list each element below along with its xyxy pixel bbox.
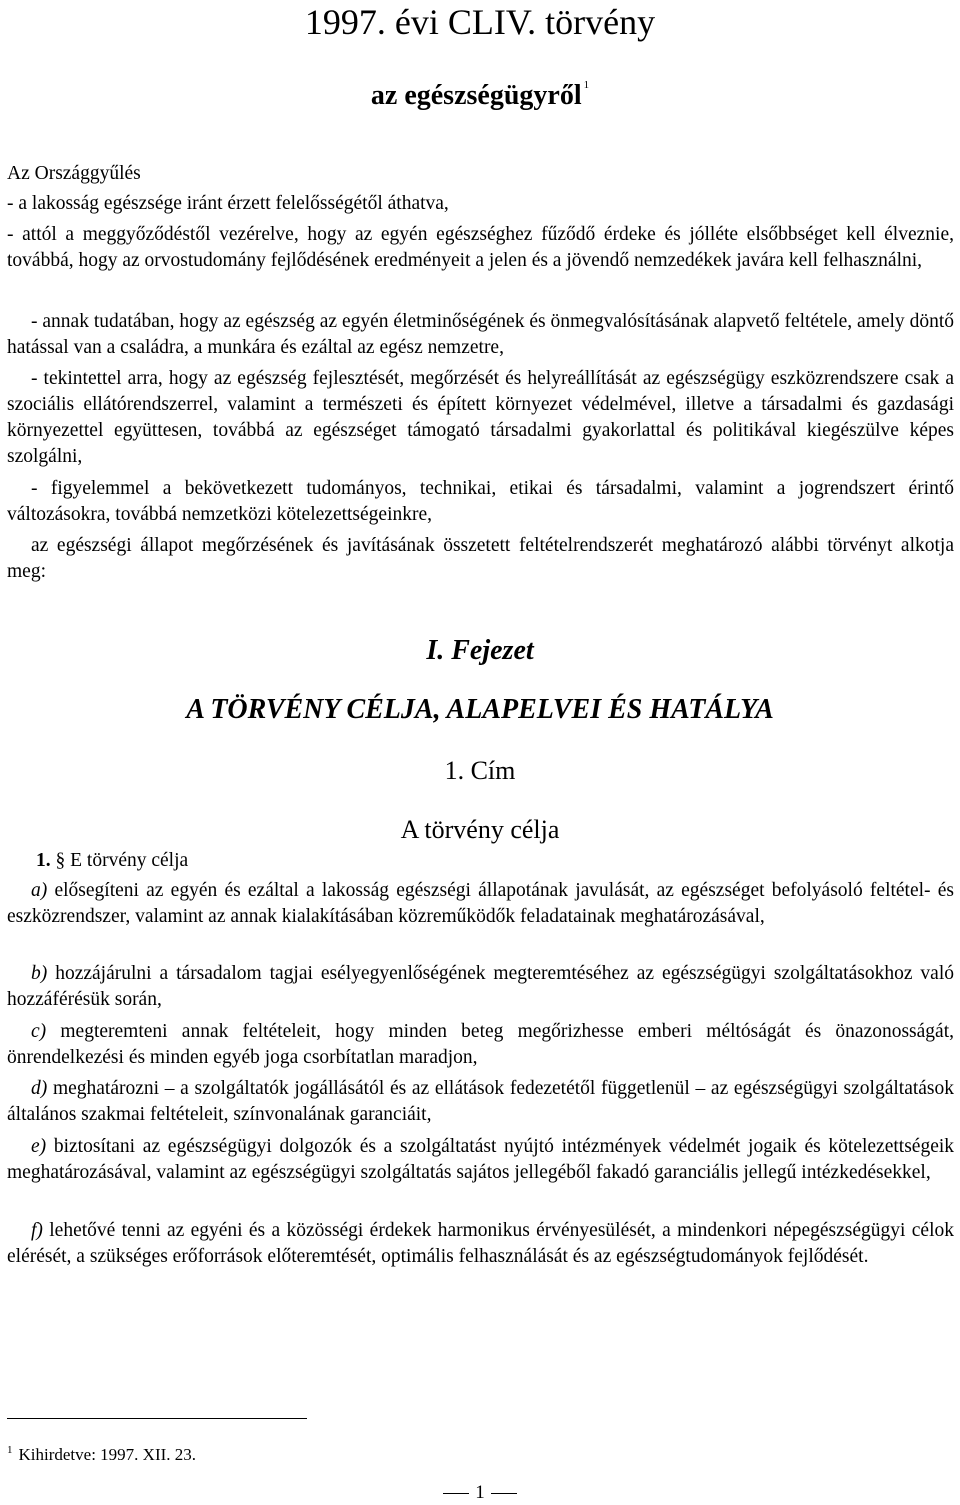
section-item-a	[7, 878, 954, 930]
item-text: meghatározni – a szolgáltatók jogállásától és az ellátások fedezetétől függetlenül – az egészségügyi szolgáltatások általános szakmai feltételeit, színvonalának garanciáit,	[7, 1078, 955, 1125]
section-heading	[36, 848, 188, 874]
item-text: elősegíteni az egyén és ezáltal a lakosság egészségi állapotának javulását, az egészséget befolyásoló feltétel- és eszközrendszer, valamint az annak kialakításában közreműködők feladatainak meghatározásával,	[7, 880, 954, 927]
chapter-number	[0, 634, 960, 668]
preamble-line-4	[7, 366, 954, 470]
preamble-enacting-clause	[7, 533, 954, 585]
preamble-line-3	[7, 309, 954, 361]
preamble-line-5	[7, 476, 954, 528]
section-item-e	[7, 1134, 954, 1186]
section-symbol: §	[55, 850, 66, 871]
preamble-line-1: - a lakosság egészsége iránt érzett felelősségétől áthatva,	[7, 193, 449, 214]
page-number-dash-left	[443, 1493, 469, 1494]
law-subtitle	[0, 68, 960, 113]
law-subtitle-text: az egészségügyről	[370, 80, 582, 111]
section-item-d	[7, 1076, 954, 1128]
page-number-text: 1	[475, 1482, 485, 1503]
preamble-line-2: - attól a meggyőződéstől vezérelve, hogy az egyén egészséghez fűződő érdeke és jólléte elsőbbséget kell élveznie, továbbá, hogy az orvostudomány fejlődésének eredményeit a jelen és a jövendő nemzedékek javára kell felhasználni,	[7, 224, 954, 271]
item-text: megteremteni annak feltételeit, hogy minden beteg megőrizhesse emberi méltóságát és önazonosságát, önrendelkezési és minden egyéb joga csorbítatlan maradjon,	[7, 1021, 954, 1068]
law-title: 1997. évi CLIV. törvény	[304, 2, 656, 42]
preamble-opening: Az Országgyűlés	[7, 163, 141, 184]
item-letter: e)	[31, 1136, 47, 1157]
page-number-dash-right	[491, 1493, 517, 1494]
item-letter: a)	[31, 880, 48, 901]
footnote	[7, 1439, 196, 1466]
item-text: biztosítani az egészségügyi dolgozók és a szolgáltatást nyújtó intézmények védelmét jogaik és kötelezettségeik meghatározásával, valamint az egészségügyi szolgáltatás sajátos jellegéből fakadó garanciális jellegű intézkedésekkel,	[7, 1136, 955, 1183]
item-letter: c)	[31, 1021, 47, 1042]
item-text: lehetővé tenni az egyéni és a közösségi érdekek harmonikus érvényesülését, a mindenkori népegészségügyi célok elérését, a szükséges erőforrások előteremtését, optimális felhasználását és az egészségtudományok fejlődését.	[7, 1220, 954, 1267]
section-item-b	[7, 961, 954, 1013]
preamble-line-3-text: - annak tudatában, hogy az egészség az egyén életminőségének és önmegvalósításának alapvető feltétele, amely döntő hatással van a családra, a munkára és ezáltal az egész nemzetre,	[7, 311, 954, 358]
chapter-title: A TÖRVÉNY CÉLJA, ALAPELVEI ÉS HATÁLYA	[186, 694, 774, 725]
chapter-number-text: I. Fejezet	[426, 635, 534, 666]
item-letter: d)	[31, 1078, 48, 1099]
footnote-text: Kihirdetve: 1997. XII. 23.	[18, 1445, 197, 1464]
section-item-c	[7, 1019, 954, 1071]
section-intro: E törvény célja	[70, 850, 189, 871]
footnote-divider	[7, 1418, 307, 1419]
footnote-number: 1	[7, 1444, 13, 1456]
preamble-enacting-clause-text: az egészségi állapot megőrzésének és javításának összetett feltételrendszerét meghatározó alábbi törvényt alkotja meg:	[7, 535, 954, 582]
item-letter: f)	[31, 1220, 43, 1241]
item-text: hozzájárulni a társadalom tagjai esélyegyenlőségének megteremtéséhez az egészségügyi szolgáltatásokhoz való hozzáférésük során,	[7, 963, 955, 1010]
heading-number: 1. Cím	[444, 756, 516, 785]
preamble-line-5-text: - figyelemmel a bekövetkezett tudományos, technikai, etikai és társadalmi, valamint a jogrendszert érintő változásokra, továbbá nemzetközi kötelezettségeinkre,	[7, 478, 954, 525]
section-item-f	[7, 1218, 954, 1270]
item-letter: b)	[31, 963, 48, 984]
heading-title: A törvény célja	[400, 815, 560, 844]
page-number	[0, 1482, 960, 1504]
footnote-reference: 1	[583, 79, 590, 91]
preamble-line-4-text: - tekintettel arra, hogy az egészség fejlesztését, megőrzését és helyreállítását az egészségügy eszközrendszere csak a szociális ellátórendszerrel, valamint a természeti és épített környezet védelmével, illetve a társadalmi és gazdasági környezettel együttesen, továbbá az egészséget támogató társadalmi gyakorlattal és politikával kiegészülve képes szolgálni,	[7, 368, 954, 467]
section-number: 1.	[36, 850, 51, 871]
